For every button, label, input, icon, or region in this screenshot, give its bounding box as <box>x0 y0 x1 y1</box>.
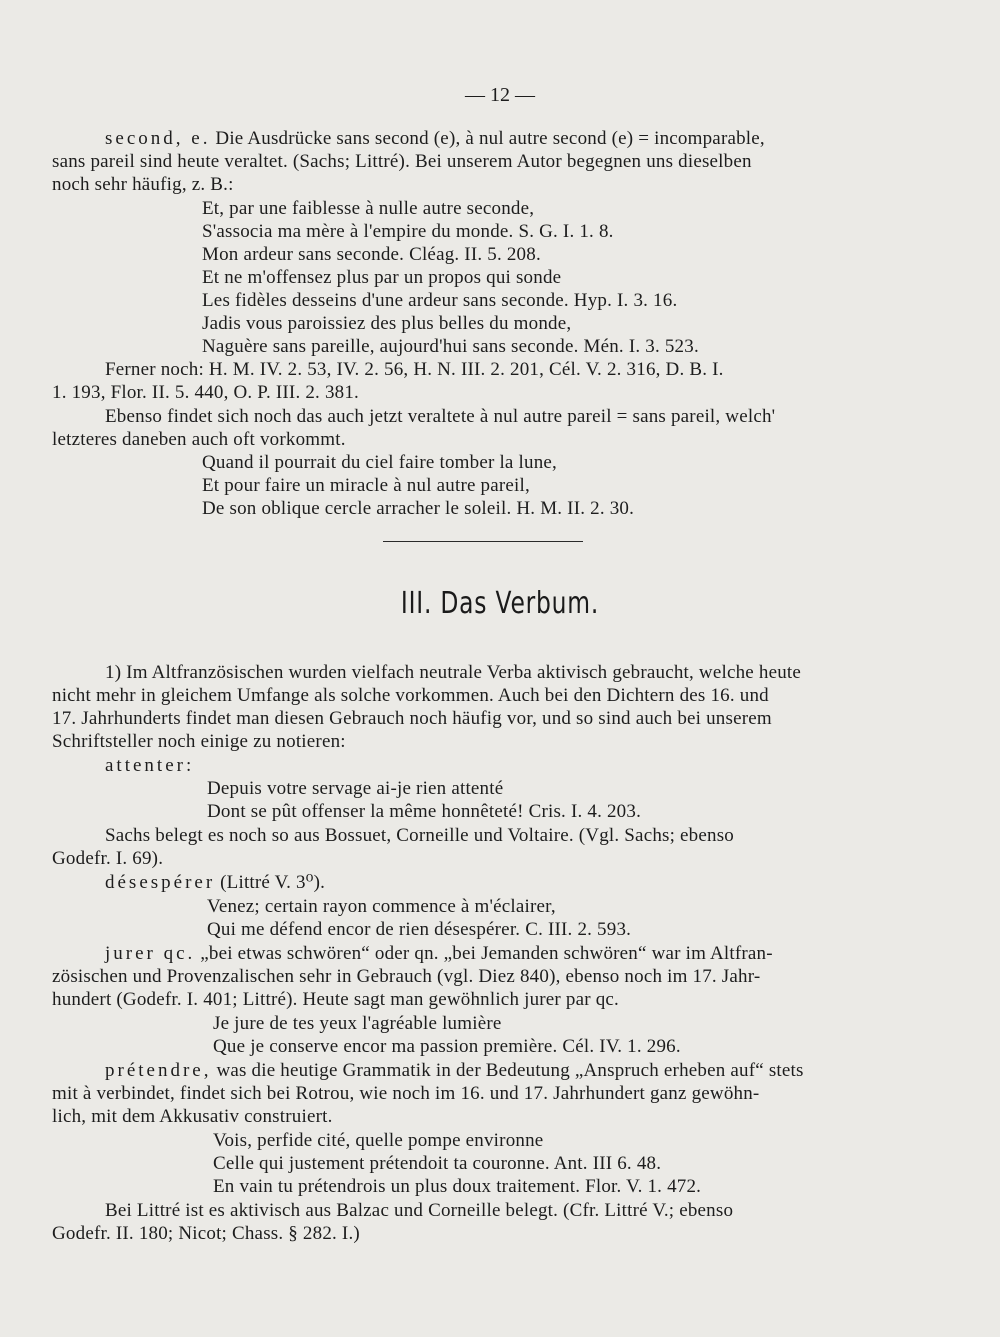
quote-line: Les fidèles desseins d'une ardeur sans seconde. Hyp. I. 3. 16. <box>202 290 678 311</box>
paragraph-pretendre-line-1 <box>105 1060 804 1082</box>
paragraph-line: Godefr. I. 69). <box>52 848 164 869</box>
paragraph-line: letzteres daneben auch oft vorkommt. <box>52 429 346 450</box>
paragraph-line: 1. 193, Flor. II. 5. 440, O. P. III. 2. 381. <box>52 382 359 403</box>
quote-line: Jadis vous paroissiez des plus belles du monde, <box>202 313 572 334</box>
page-number: — 12 — <box>465 84 535 106</box>
paragraph-line: Ferner noch: H. M. IV. 2. 53, IV. 2. 56, H. N. III. 2. 201, Cél. V. 2. 316, D. B. I. <box>105 359 724 380</box>
paragraph-line: 17. Jahrhunderts findet man diesen Gebrauch noch häufig vor, und so sind auch bei unserem <box>52 708 772 729</box>
quote-line: Dont se pût offenser la même honnêteté! Cris. I. 4. 203. <box>207 801 642 822</box>
text-segment: was die heutige Grammatik in der Bedeutung „Anspruch erheben auf“ stets <box>216 1060 804 1081</box>
quote-line: Je jure de tes yeux l'agréable lumière <box>213 1013 502 1034</box>
text-segment: (Littré V. 3⁰). <box>220 872 326 893</box>
section-heading: III. Das Verbum. <box>400 586 600 621</box>
paragraph-line: Bei Littré ist es aktivisch aus Balzac und Corneille belegt. (Cfr. Littré V.; ebenso <box>105 1200 734 1221</box>
quote-line: Depuis votre servage ai-je rien attenté <box>207 778 504 799</box>
paragraph-line: mit à verbindet, findet sich bei Rotrou, wie noch im 16. und 17. Jahrhundert ganz gewöhn- <box>52 1083 760 1104</box>
quote-line: Que je conserve encor ma passion première. Cél. IV. 1. 296. <box>213 1036 681 1057</box>
paragraph-line: Sachs belegt es noch so aus Bossuet, Corneille und Voltaire. (Vgl. Sachs; ebenso <box>105 825 735 846</box>
quote-line: Et pour faire un miracle à nul autre pareil, <box>202 475 530 496</box>
term-attenter: attenter: <box>105 755 195 776</box>
paragraph-desesperer <box>105 872 325 894</box>
paragraph-line: noch sehr häufig, z. B.: <box>52 174 234 195</box>
paragraph-line: Godefr. II. 180; Nicot; Chass. § 282. I.) <box>52 1223 360 1244</box>
quote-line: De son oblique cercle arracher le soleil. H. M. II. 2. 30. <box>202 498 635 519</box>
quote-line: Mon ardeur sans seconde. Cléag. II. 5. 208. <box>202 244 541 265</box>
paragraph-line: hundert (Godefr. I. 401; Littré). Heute sagt man gewöhnlich jurer par qc. <box>52 989 620 1010</box>
paragraph-line: 1) Im Altfranzösischen wurden vielfach neutrale Verba aktivisch gebraucht, welche heute <box>105 662 802 683</box>
paragraph-line: lich, mit dem Akkusativ construiert. <box>52 1106 333 1127</box>
paragraph-line: nicht mehr in gleichem Umfange als solche vorkommen. Auch bei den Dichtern des 16. und <box>52 685 769 706</box>
paragraph-line: Schriftsteller noch einige zu notieren: <box>52 731 346 752</box>
paragraph-jurer-line-1 <box>105 943 773 965</box>
quote-line: Celle qui justement prétendoit ta couronne. Ant. III 6. 48. <box>213 1153 662 1174</box>
quote-line: En vain tu prétendrois un plus doux traitement. Flor. V. 1. 472. <box>213 1176 702 1197</box>
section-divider <box>383 541 583 542</box>
quote-line: Vois, perfide cité, quelle pompe environne <box>213 1130 544 1151</box>
paragraph-second-line-1 <box>105 128 765 150</box>
text-segment: „bei etwas schwören“ oder qn. „bei Jemanden schwören“ war im Altfran- <box>200 943 773 964</box>
quote-line: Naguère sans pareille, aujourd'hui sans seconde. Mén. I. 3. 523. <box>202 336 699 357</box>
quote-line: Et ne m'offensez plus par un propos qui sonde <box>202 267 562 288</box>
term-second: second, e. <box>105 128 211 149</box>
quote-line: Quand il pourrait du ciel faire tomber la lune, <box>202 452 557 473</box>
term-pretendre: prétendre, <box>105 1060 212 1081</box>
text-segment: Die Ausdrücke sans second (e), à nul autre second (e) = incomparable, <box>215 128 765 149</box>
term-desesperer: désespérer <box>105 872 216 893</box>
quote-line: Et, par une faiblesse à nulle autre seconde, <box>202 198 535 219</box>
quote-line: Qui me défend encor de rien désespérer. C. III. 2. 593. <box>207 919 632 940</box>
quote-line: Venez; certain rayon commence à m'éclairer, <box>207 896 556 917</box>
paragraph-line: sans pareil sind heute veraltet. (Sachs; Littré). Bei unserem Autor begegnen uns dieselben <box>52 151 752 172</box>
quote-line: S'associa ma mère à l'empire du monde. S. G. I. 1. 8. <box>202 221 614 242</box>
paragraph-line: Ebenso findet sich noch das auch jetzt veraltete à nul autre pareil = sans pareil, welch' <box>105 406 776 427</box>
paragraph-line: zösischen und Provenzalischen sehr in Gebrauch (vgl. Diez 840), ebenso noch im 17. Jahr- <box>52 966 761 987</box>
term-jurer: jurer qc. <box>105 943 196 964</box>
